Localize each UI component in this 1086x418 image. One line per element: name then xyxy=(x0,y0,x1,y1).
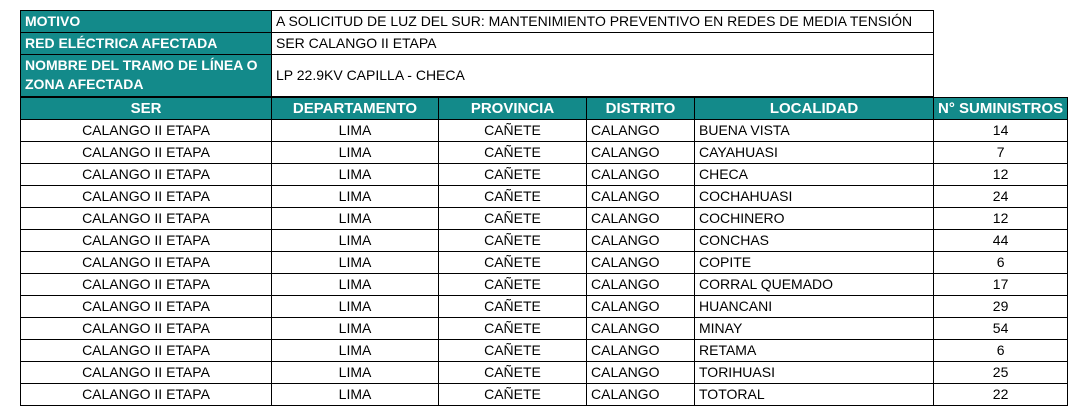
localidad-cell: CONCHAS xyxy=(695,230,934,252)
suministros-cell: 6 xyxy=(934,340,1068,362)
red-label: RED ELÉCTRICA AFECTADA xyxy=(21,33,272,55)
info-table xyxy=(20,10,934,97)
distrito-cell: CALANGO xyxy=(587,186,695,208)
table-row xyxy=(21,384,1068,406)
distrito-cell: CALANGO xyxy=(587,384,695,406)
localidad-cell: MINAY xyxy=(695,318,934,340)
table-body xyxy=(21,120,1068,406)
header-row xyxy=(21,98,1068,120)
departamento-cell: LIMA xyxy=(272,164,439,186)
ser-cell: CALANGO II ETAPA xyxy=(21,362,272,384)
distrito-cell: CALANGO xyxy=(587,340,695,362)
localidad-cell: TOTORAL xyxy=(695,384,934,406)
provincia-cell: CAÑETE xyxy=(439,318,587,340)
table-row xyxy=(21,186,1068,208)
provincia-cell: CAÑETE xyxy=(439,230,587,252)
localidad-cell: COCHAHUASI xyxy=(695,186,934,208)
ser-cell: CALANGO II ETAPA xyxy=(21,318,272,340)
departamento-cell: LIMA xyxy=(272,318,439,340)
col-departamento-header: DEPARTAMENTO xyxy=(272,98,439,120)
provincia-cell: CAÑETE xyxy=(439,362,587,384)
ser-cell: CALANGO II ETAPA xyxy=(21,186,272,208)
col-distrito-header: DISTRITO xyxy=(587,98,695,120)
red-row xyxy=(21,33,934,55)
distrito-cell: CALANGO xyxy=(587,318,695,340)
localities-table xyxy=(20,97,1068,406)
departamento-cell: LIMA xyxy=(272,384,439,406)
table-row xyxy=(21,296,1068,318)
provincia-cell: CAÑETE xyxy=(439,274,587,296)
document xyxy=(20,10,1068,406)
table-row xyxy=(21,274,1068,296)
localidad-cell: CHECA xyxy=(695,164,934,186)
ser-cell: CALANGO II ETAPA xyxy=(21,384,272,406)
suministros-cell: 54 xyxy=(934,318,1068,340)
ser-cell: CALANGO II ETAPA xyxy=(21,274,272,296)
provincia-cell: CAÑETE xyxy=(439,208,587,230)
distrito-cell: CALANGO xyxy=(587,164,695,186)
departamento-cell: LIMA xyxy=(272,362,439,384)
departamento-cell: LIMA xyxy=(272,296,439,318)
departamento-cell: LIMA xyxy=(272,252,439,274)
ser-cell: CALANGO II ETAPA xyxy=(21,142,272,164)
tramo-row xyxy=(21,55,934,97)
table-row xyxy=(21,230,1068,252)
distrito-cell: CALANGO xyxy=(587,252,695,274)
departamento-cell: LIMA xyxy=(272,120,439,142)
localidad-cell: CORRAL QUEMADO xyxy=(695,274,934,296)
localidad-cell: HUANCANI xyxy=(695,296,934,318)
ser-cell: CALANGO II ETAPA xyxy=(21,120,272,142)
distrito-cell: CALANGO xyxy=(587,142,695,164)
suministros-cell: 25 xyxy=(934,362,1068,384)
departamento-cell: LIMA xyxy=(272,230,439,252)
ser-cell: CALANGO II ETAPA xyxy=(21,230,272,252)
suministros-cell: 14 xyxy=(934,120,1068,142)
suministros-cell: 6 xyxy=(934,252,1068,274)
distrito-cell: CALANGO xyxy=(587,230,695,252)
provincia-cell: CAÑETE xyxy=(439,384,587,406)
suministros-cell: 17 xyxy=(934,274,1068,296)
distrito-cell: CALANGO xyxy=(587,208,695,230)
distrito-cell: CALANGO xyxy=(587,296,695,318)
provincia-cell: CAÑETE xyxy=(439,296,587,318)
departamento-cell: LIMA xyxy=(272,340,439,362)
suministros-cell: 12 xyxy=(934,164,1068,186)
suministros-cell: 22 xyxy=(934,384,1068,406)
motivo-label: MOTIVO xyxy=(21,11,272,33)
distrito-cell: CALANGO xyxy=(587,120,695,142)
provincia-cell: CAÑETE xyxy=(439,120,587,142)
table-row xyxy=(21,252,1068,274)
tramo-label: NOMBRE DEL TRAMO DE LÍNEA O ZONA AFECTADA xyxy=(21,55,272,97)
table-row xyxy=(21,120,1068,142)
ser-cell: CALANGO II ETAPA xyxy=(21,340,272,362)
localidad-cell: TORIHUASI xyxy=(695,362,934,384)
suministros-cell: 29 xyxy=(934,296,1068,318)
table-row xyxy=(21,164,1068,186)
provincia-cell: CAÑETE xyxy=(439,252,587,274)
localidad-cell: CAYAHUASI xyxy=(695,142,934,164)
motivo-value: A SOLICITUD DE LUZ DEL SUR: MANTENIMIENTO PREVENTIVO EN REDES DE MEDIA TENSIÓN xyxy=(272,11,934,33)
suministros-cell: 44 xyxy=(934,230,1068,252)
departamento-cell: LIMA xyxy=(272,274,439,296)
provincia-cell: CAÑETE xyxy=(439,142,587,164)
provincia-cell: CAÑETE xyxy=(439,164,587,186)
localidad-cell: RETAMA xyxy=(695,340,934,362)
suministros-cell: 12 xyxy=(934,208,1068,230)
table-row xyxy=(21,340,1068,362)
ser-cell: CALANGO II ETAPA xyxy=(21,208,272,230)
col-suministros-header: N° SUMINISTROS xyxy=(934,98,1068,120)
col-provincia-header: PROVINCIA xyxy=(439,98,587,120)
localidad-cell: COPITE xyxy=(695,252,934,274)
ser-cell: CALANGO II ETAPA xyxy=(21,252,272,274)
departamento-cell: LIMA xyxy=(272,186,439,208)
red-value: SER CALANGO II ETAPA xyxy=(272,33,934,55)
provincia-cell: CAÑETE xyxy=(439,340,587,362)
table-row xyxy=(21,318,1068,340)
col-localidad-header: LOCALIDAD xyxy=(695,98,934,120)
tramo-value: LP 22.9KV CAPILLA - CHECA xyxy=(272,55,934,97)
suministros-cell: 7 xyxy=(934,142,1068,164)
motivo-row xyxy=(21,11,934,33)
suministros-cell: 24 xyxy=(934,186,1068,208)
col-ser-header: SER xyxy=(21,98,272,120)
departamento-cell: LIMA xyxy=(272,142,439,164)
ser-cell: CALANGO II ETAPA xyxy=(21,164,272,186)
ser-cell: CALANGO II ETAPA xyxy=(21,296,272,318)
distrito-cell: CALANGO xyxy=(587,362,695,384)
localidad-cell: COCHINERO xyxy=(695,208,934,230)
departamento-cell: LIMA xyxy=(272,208,439,230)
table-row xyxy=(21,362,1068,384)
table-row xyxy=(21,142,1068,164)
table-row xyxy=(21,208,1068,230)
provincia-cell: CAÑETE xyxy=(439,186,587,208)
distrito-cell: CALANGO xyxy=(587,274,695,296)
localidad-cell: BUENA VISTA xyxy=(695,120,934,142)
